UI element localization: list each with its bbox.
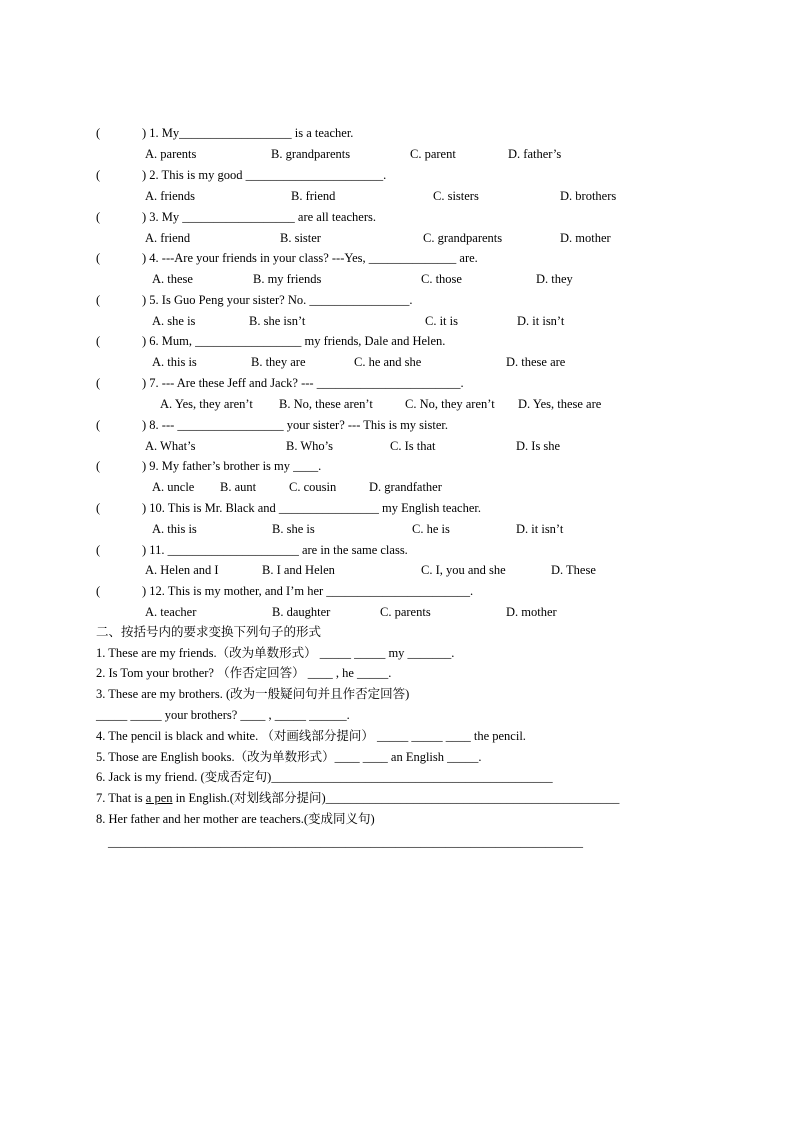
answer-paren[interactable]: ( — [96, 210, 101, 224]
question-5 — [96, 292, 412, 308]
option-a: A. friends — [145, 189, 195, 203]
answer-paren[interactable]: ( — [96, 459, 101, 473]
option-a: A. this is — [152, 355, 197, 369]
option-d: D. Is she — [516, 439, 561, 453]
answer-paren[interactable]: ( — [96, 168, 101, 182]
option-b: B. daughter — [272, 605, 331, 619]
answer-blank-line[interactable]: ____________________________________________________________________________ — [108, 835, 583, 849]
answer-paren[interactable]: ( — [96, 293, 101, 307]
option-b: B. Who’s — [286, 439, 333, 453]
option-c: C. grandparents — [423, 231, 503, 245]
underlined-phrase: a pen — [145, 791, 173, 805]
option-d: D. mother — [560, 231, 611, 245]
option-d: D. father’s — [508, 147, 562, 161]
question-stem: ) 3. My __________________ are all teachers. — [142, 210, 376, 224]
question-7 — [96, 375, 464, 391]
option-d: D. grandfather — [369, 480, 442, 494]
transform-item-7 — [96, 790, 619, 806]
question-10 — [96, 500, 481, 516]
option-a: A. these — [152, 272, 193, 286]
answer-paren[interactable]: ( — [96, 543, 101, 557]
option-b: B. she isn’t — [249, 314, 306, 328]
question-stem: ) 6. Mum, _________________ my friends, Dale and Helen. — [142, 334, 446, 348]
answer-paren[interactable]: ( — [96, 251, 101, 265]
question-4 — [96, 250, 478, 266]
option-a: A. she is — [152, 314, 196, 328]
option-d: D. these are — [506, 355, 566, 369]
option-b: B. aunt — [220, 480, 257, 494]
question-6 — [96, 333, 445, 349]
option-a: A. parents — [145, 147, 197, 161]
question-1 — [96, 125, 353, 141]
question-12 — [96, 583, 473, 599]
option-b: B. friend — [291, 189, 336, 203]
option-c: C. sisters — [433, 189, 479, 203]
question-8 — [96, 417, 448, 433]
option-c: C. cousin — [289, 480, 337, 494]
option-c: C. he and she — [354, 355, 422, 369]
answer-paren[interactable]: ( — [96, 334, 101, 348]
option-c: C. parents — [380, 605, 431, 619]
option-d: D. mother — [506, 605, 557, 619]
option-c: C. Is that — [390, 439, 436, 453]
transform-item-6: 6. Jack is my friend. (变成否定句)_____________________________________________ — [96, 770, 553, 784]
transform-item-3-answer: _____ _____ your brothers? ____ , _____ ______. — [96, 708, 350, 722]
question-stem: ) 9. My father’s brother is my ____. — [142, 459, 322, 473]
option-c: C. I, you and she — [421, 563, 506, 577]
question-2 — [96, 167, 386, 183]
question-stem: ) 1. My__________________ is a teacher. — [142, 126, 354, 140]
transform-item-8: 8. Her father and her mother are teachers.(变成同义句) — [96, 812, 375, 826]
transform-item-4: 4. The pencil is black and white. （对画线部分提问） _____ _____ ____ the pencil. — [96, 729, 526, 743]
option-c: C. those — [421, 272, 462, 286]
answer-paren[interactable]: ( — [96, 584, 101, 598]
option-c: C. No, they aren’t — [405, 397, 495, 411]
option-a: A. Helen and I — [145, 563, 219, 577]
option-d: D. Yes, these are — [518, 397, 602, 411]
transform-item-5: 5. Those are English books.（改为单数形式）____ ____ an English _____. — [96, 750, 482, 764]
option-a: A. this is — [152, 522, 197, 536]
option-a: A. What’s — [145, 439, 196, 453]
option-d: D. they — [536, 272, 573, 286]
question-stem: ) 7. --- Are these Jeff and Jack? --- _______________________. — [142, 376, 464, 390]
section-2-title: 二、按括号内的要求变换下列句子的形式 — [96, 625, 322, 639]
transform-item-2: 2. Is Tom your brother? （作否定回答） ____ , he _____. — [96, 666, 392, 680]
option-b: B. No, these aren’t — [279, 397, 373, 411]
option-b: B. I and Helen — [262, 563, 335, 577]
option-a: A. friend — [145, 231, 191, 245]
question-3 — [96, 209, 376, 225]
answer-paren[interactable]: ( — [96, 126, 101, 140]
option-c: C. parent — [410, 147, 456, 161]
option-a: A. Yes, they aren’t — [160, 397, 253, 411]
question-stem: ) 2. This is my good ______________________. — [142, 168, 387, 182]
question-stem: ) 8. --- _________________ your sister? --- This is my sister. — [142, 418, 448, 432]
option-b: B. grandparents — [271, 147, 351, 161]
transform-item-1: 1. These are my friends.（改为单数形式） _____ _____ my _______. — [96, 646, 455, 660]
question-9 — [96, 458, 321, 474]
option-c: C. he is — [412, 522, 450, 536]
question-stem: ) 4. ---Are your friends in your class? ---Yes, ______________ are. — [142, 251, 478, 265]
transform-item-3: 3. These are my brothers. (改为一般疑问句并且作否定回答) — [96, 687, 410, 701]
option-a: A. teacher — [145, 605, 197, 619]
question-stem: ) 10. This is Mr. Black and ________________ my English teacher. — [142, 501, 481, 515]
option-d: D. it isn’t — [516, 522, 564, 536]
option-b: B. my friends — [253, 272, 322, 286]
option-d: D. These — [551, 563, 596, 577]
answer-paren[interactable]: ( — [96, 418, 101, 432]
question-stem: ) 11. _____________________ are in the same class. — [142, 543, 408, 557]
option-b: B. they are — [251, 355, 306, 369]
option-a: A. uncle — [152, 480, 195, 494]
item-7-end: in English.(对划线部分提问)_______________________________________________ — [172, 791, 620, 805]
option-d: D. it isn’t — [517, 314, 565, 328]
answer-paren[interactable]: ( — [96, 376, 101, 390]
answer-paren[interactable]: ( — [96, 501, 101, 515]
question-stem: ) 12. This is my mother, and I’m her _______________________. — [142, 584, 474, 598]
question-11 — [96, 542, 408, 558]
question-stem: ) 5. Is Guo Peng your sister? No. ________________. — [142, 293, 413, 307]
option-b: B. she is — [272, 522, 315, 536]
item-7-start: 7. That is — [96, 791, 146, 805]
option-c: C. it is — [425, 314, 458, 328]
option-d: D. brothers — [560, 189, 617, 203]
option-b: B. sister — [280, 231, 321, 245]
